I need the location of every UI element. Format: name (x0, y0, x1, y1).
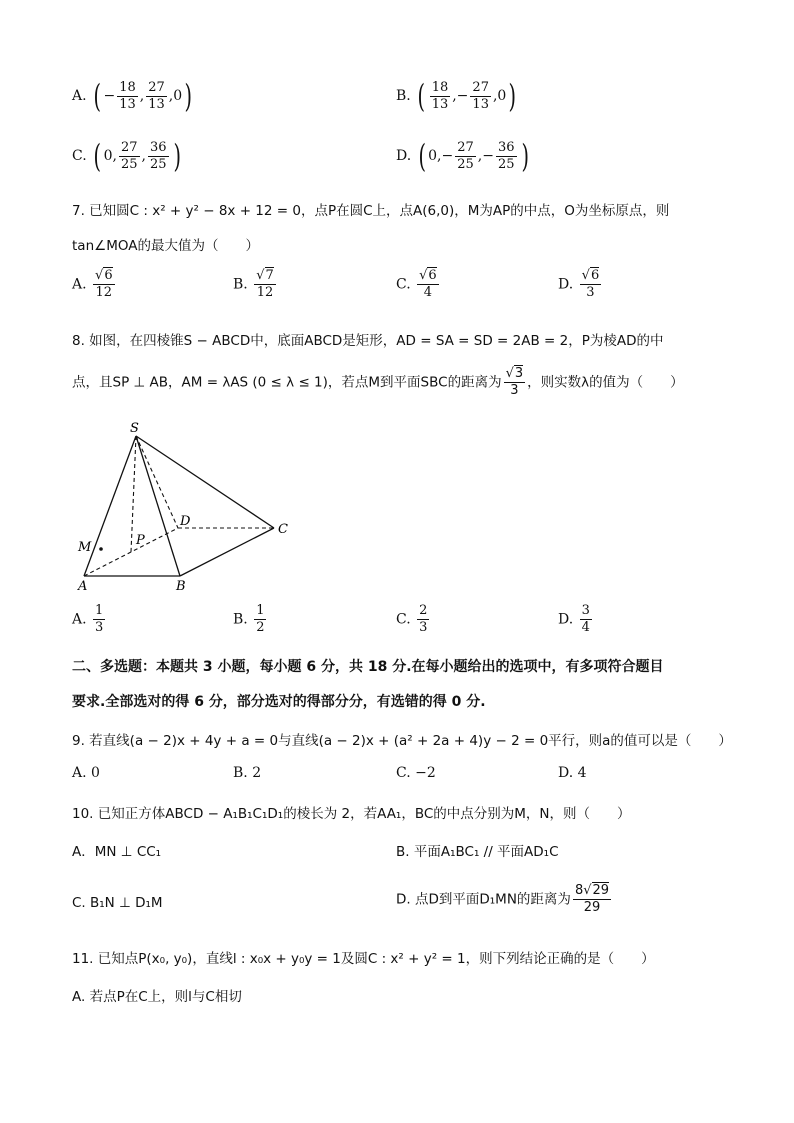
q7-line1: 7. 已知圆C : x² + y² − 8x + 12 = 0，点P在圆C上，点A(6,0)，M为AP的中点，O为坐标原点，则 (72, 203, 670, 219)
q8-line1: 8. 如图，在四棱锥S − ABCD中，底面ABCD是矩形，AD = SA = SD = 2AB = 2，P为棱AD的中 (72, 333, 664, 349)
q8-option-d: D. $\frac{3}{4}$ (558, 603, 590, 635)
q8-line2: 点，且SP ⊥ AB，AM = λAS (0 ≤ λ ≤ 1)，若点M到平面SBC的距离为 $\frac{√3}{3}$ ，则实数λ的值为（ ） (72, 366, 684, 398)
label-p: P (136, 533, 145, 548)
q9-text: 9. 若直线(a − 2)x + 4y + a = 0与直线(a − 2)x + (a² + 2a + 4)y − 2 = 0平行，则a的值可以是（ ） (72, 733, 732, 749)
edge-sa (84, 436, 136, 576)
q9-option-d: D. 4 (558, 765, 587, 781)
point-m (99, 547, 103, 551)
q6-option-a: A. ( − $\frac{18}{13}$ , $\frac{27}{13}$ ,0) (72, 77, 193, 115)
label-c: C (278, 522, 288, 537)
q9-option-b: B. 2 (233, 765, 262, 781)
q6-option-b: B. ( $\frac{18}{13}$ ,− $\frac{27}{13}$ ,0) (396, 77, 517, 115)
q6-option-c: C. ( 0, $\frac{27}{25}$ , $\frac{36}{25}$ ) (72, 137, 181, 175)
section2-heading-line1: 二、多选题：本题共 3 小题，每小题 6 分，共 18 分.在每小题给出的选项中，有多项符合题目 (72, 659, 664, 675)
pyramid-diagram (72, 416, 302, 596)
q8-option-a: A. $\frac{1}{3}$ (72, 603, 104, 635)
q10-option-d: D. 点D到平面D₁MN的距离为 $\frac{8√29}{29}$ (396, 883, 610, 915)
q9-option-a: A. 0 (72, 765, 100, 781)
q10-text: 10. 已知正方体ABCD − A₁B₁C₁D₁的棱长为 2，若AA₁，BC的中点分别为M，N，则（ ） (72, 806, 631, 822)
q6-option-d: D. ( 0,− $\frac{27}{25}$ ,− $\frac{36}{25}$ ) (396, 137, 529, 175)
q11-text: 11. 已知点P(x₀, y₀)，直线l : x₀x + y₀y = 1及圆C : x² + y² = 1，则下列结论正确的是（ ） (72, 951, 655, 967)
q10-option-b: B. 平面A₁BC₁ // 平面AD₁C (396, 844, 559, 860)
q11-option-a: A. 若点P在C上，则l与C相切 (72, 989, 242, 1005)
label-b: B (176, 579, 186, 594)
label-d: D (180, 514, 191, 529)
q10-option-c: C. B₁N ⊥ D₁M (72, 895, 163, 911)
q8-option-b: B. $\frac{1}{2}$ (233, 603, 265, 635)
q7-option-a: A. $\frac{√6}{12}$ (72, 268, 113, 300)
q7-option-c: C. $\frac{√6}{4}$ (396, 268, 437, 300)
label-m: M (78, 540, 92, 555)
label-a: A (78, 579, 88, 594)
label-s: S (130, 421, 139, 436)
q9-option-c: C. −2 (396, 765, 436, 781)
section2-heading-line2: 要求.全部选对的得 6 分，部分选对的得部分分，有选错的得 0 分. (72, 694, 486, 710)
q7-option-d: D. $\frac{√6}{3}$ (558, 268, 600, 300)
q7-line2: tan∠MOA的最大值为（ ） (72, 238, 259, 254)
edge-sb (136, 436, 180, 576)
edge-bc (180, 528, 274, 576)
q8-option-c: C. $\frac{2}{3}$ (396, 603, 428, 635)
q10-option-a: A．MN ⊥ CC₁ (72, 844, 162, 860)
q7-option-b: B. $\frac{√7}{12}$ (233, 268, 274, 300)
